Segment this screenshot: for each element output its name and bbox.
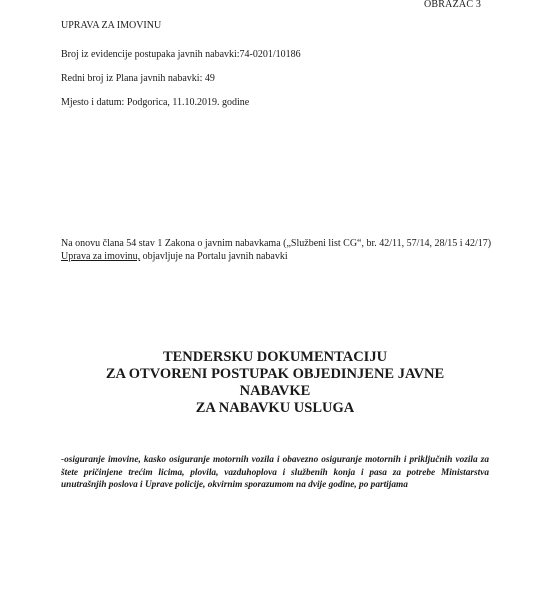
title-line-1: TENDERSKU DOKUMENTACIJU — [162, 349, 388, 365]
document-title — [40, 349, 510, 417]
place-and-date: Mjesto i datum: Podgorica, 11.10.2019. godine — [61, 97, 250, 108]
plan-number: Redni broj iz Plana javnih nabavki: 49 — [61, 73, 215, 84]
legal-basis-authority: Uprava za imovinu, — [61, 251, 141, 262]
title-line-2: ZA OTVORENI POSTUPAK OBJEDINJENE JAVNE — [105, 366, 445, 382]
legal-basis-prefix: Na onovu člana 54 stav 1 Zakona o javnim nabavkama („Službeni list CG“, br. 42/11, 57/14, 28/15 i 42/17) — [61, 238, 492, 249]
title-line-3: NABAVKE — [239, 383, 311, 399]
legal-basis-paragraph — [61, 237, 501, 263]
authority-name: UPRAVA ZA IMOVINU — [61, 20, 162, 31]
form-label: OBRAZAC 3 — [424, 0, 482, 10]
procurement-subject: -osiguranje imovine, kasko osiguranje motornih vozila i obavezno osiguranje motornih i priključnih vozila za štete pričinjene trećim licima, plovila, vazduhoplova i službenih konja i pasa za potrebe Ministarstva unutrašnjih poslova i Uprave policije, okvirnim sporazumom na dvije godine, po partijama — [61, 455, 489, 490]
legal-basis-suffix: objavljuje na Portalu javnih nabavki — [142, 251, 288, 262]
evidence-number: Broj iz evidencije postupaka javnih nabavki:74-0201/10186 — [61, 49, 301, 60]
title-line-4: ZA NABAVKU USLUGA — [195, 400, 355, 416]
